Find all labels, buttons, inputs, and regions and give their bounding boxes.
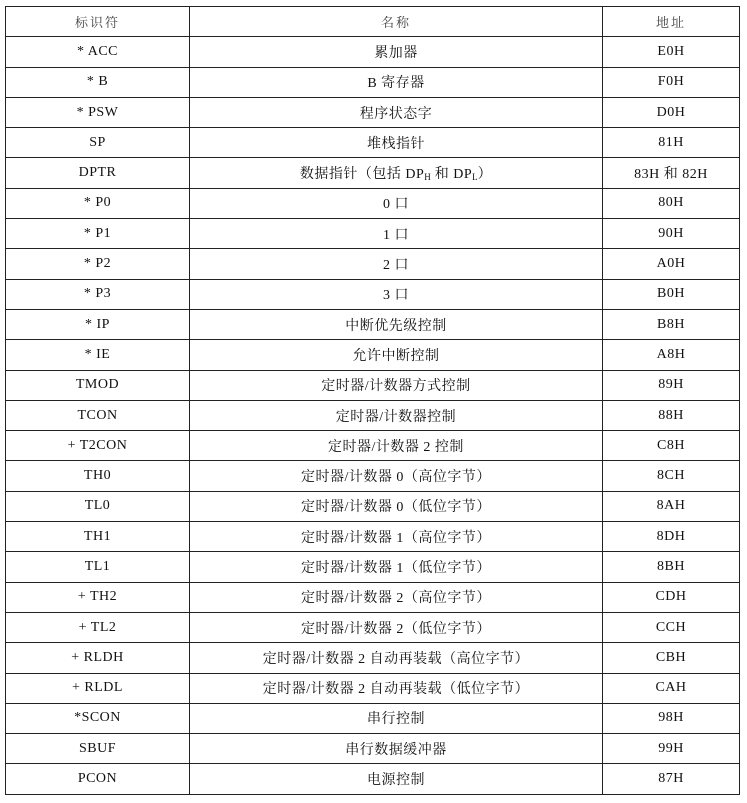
cell-symbol: * IE — [6, 340, 190, 370]
cell-symbol: TL0 — [6, 491, 190, 521]
table-row — [6, 431, 740, 461]
table-row — [6, 219, 740, 249]
cell-name: 中断优先级控制 — [190, 309, 603, 339]
cell-symbol: SBUF — [6, 734, 190, 764]
table-row — [6, 340, 740, 370]
cell-symbol: + TL2 — [6, 612, 190, 642]
cell-address: 89H — [603, 370, 740, 400]
table-row — [6, 643, 740, 673]
sfr-table — [5, 6, 740, 795]
cell-symbol: * P1 — [6, 219, 190, 249]
table-row — [6, 612, 740, 642]
cell-name — [190, 158, 603, 188]
cell-symbol: TL1 — [6, 552, 190, 582]
table-row — [6, 128, 740, 158]
cell-symbol: *SCON — [6, 703, 190, 733]
cell-address: 87H — [603, 764, 740, 794]
table-row — [6, 734, 740, 764]
cell-address: F0H — [603, 67, 740, 97]
table-row — [6, 673, 740, 703]
table-row — [6, 764, 740, 794]
cell-symbol: TCON — [6, 400, 190, 430]
cell-symbol: PCON — [6, 764, 190, 794]
cell-symbol: * IP — [6, 309, 190, 339]
table-row — [6, 400, 740, 430]
cell-symbol: * P3 — [6, 279, 190, 309]
table-body — [6, 37, 740, 794]
name-text: 数据指针（包括 DP — [299, 167, 425, 183]
cell-address: 8DH — [603, 522, 740, 552]
cell-address: 99H — [603, 734, 740, 764]
cell-symbol: * P0 — [6, 188, 190, 218]
table-row — [6, 522, 740, 552]
cell-name: 电源控制 — [190, 764, 603, 794]
table-row — [6, 461, 740, 491]
cell-address: B0H — [603, 279, 740, 309]
cell-address: 8BH — [603, 552, 740, 582]
cell-address: 88H — [603, 400, 740, 430]
table-row — [6, 67, 740, 97]
cell-name: 3 口 — [190, 279, 603, 309]
cell-symbol: SP — [6, 128, 190, 158]
cell-address: 8AH — [603, 491, 740, 521]
cell-name: 定时器/计数器 2（高位字节） — [190, 582, 603, 612]
cell-symbol: + TH2 — [6, 582, 190, 612]
cell-name: 定时器/计数器 2（低位字节） — [190, 612, 603, 642]
cell-address: 98H — [603, 703, 740, 733]
table-row — [6, 37, 740, 67]
cell-symbol: * PSW — [6, 97, 190, 127]
cell-symbol: + T2CON — [6, 431, 190, 461]
table-row — [6, 491, 740, 521]
cell-name: 定时器/计数器 2 自动再装载（高位字节） — [190, 643, 603, 673]
cell-name: 定时器/计数器 2 自动再装载（低位字节） — [190, 673, 603, 703]
cell-address: CDH — [603, 582, 740, 612]
cell-symbol: DPTR — [6, 158, 190, 188]
cell-name: 定时器/计数器 0（高位字节） — [190, 461, 603, 491]
cell-address: D0H — [603, 97, 740, 127]
cell-name: 累加器 — [190, 37, 603, 67]
cell-address: CAH — [603, 673, 740, 703]
cell-name: B 寄存器 — [190, 67, 603, 97]
cell-address: C8H — [603, 431, 740, 461]
table-row — [6, 703, 740, 733]
cell-name: 定时器/计数器 1（高位字节） — [190, 522, 603, 552]
cell-symbol: TMOD — [6, 370, 190, 400]
cell-name: 定时器/计数器方式控制 — [190, 370, 603, 400]
cell-symbol: TH1 — [6, 522, 190, 552]
cell-address: 8CH — [603, 461, 740, 491]
cell-name: 串行数据缓冲器 — [190, 734, 603, 764]
cell-address: A0H — [603, 249, 740, 279]
cell-address: 80H — [603, 188, 740, 218]
cell-name: 允许中断控制 — [190, 340, 603, 370]
cell-name: 定时器/计数器 2 控制 — [190, 431, 603, 461]
cell-address: E0H — [603, 37, 740, 67]
name-subscript: L — [472, 172, 478, 183]
cell-name: 定时器/计数器控制 — [190, 400, 603, 430]
cell-address: A8H — [603, 340, 740, 370]
cell-address: 81H — [603, 128, 740, 158]
header-name: 名称 — [190, 7, 603, 37]
table-row — [6, 188, 740, 218]
table-row — [6, 249, 740, 279]
table-row — [6, 309, 740, 339]
cell-address: 83H 和 82H — [603, 158, 740, 188]
cell-symbol: + RLDH — [6, 643, 190, 673]
cell-symbol: TH0 — [6, 461, 190, 491]
table-row — [6, 552, 740, 582]
cell-address: CBH — [603, 643, 740, 673]
table-row — [6, 97, 740, 127]
cell-address: 90H — [603, 219, 740, 249]
header-symbol: 标识符 — [6, 7, 190, 37]
cell-symbol: + RLDL — [6, 673, 190, 703]
cell-name: 2 口 — [190, 249, 603, 279]
cell-symbol: * B — [6, 67, 190, 97]
table-row — [6, 582, 740, 612]
name-text: ） — [477, 167, 493, 183]
cell-name: 定时器/计数器 0（低位字节） — [190, 491, 603, 521]
cell-name: 串行控制 — [190, 703, 603, 733]
name-subscript: H — [424, 172, 431, 183]
cell-name: 定时器/计数器 1（低位字节） — [190, 552, 603, 582]
table-header — [6, 7, 740, 37]
cell-address: CCH — [603, 612, 740, 642]
cell-name: 0 口 — [190, 188, 603, 218]
header-row — [6, 7, 740, 37]
cell-name: 堆栈指针 — [190, 128, 603, 158]
table-row — [6, 279, 740, 309]
cell-name: 1 口 — [190, 219, 603, 249]
cell-name: 程序状态字 — [190, 97, 603, 127]
cell-symbol: * P2 — [6, 249, 190, 279]
header-address: 地址 — [603, 7, 740, 37]
cell-address: B8H — [603, 309, 740, 339]
name-text: 和 DP — [430, 167, 473, 183]
cell-symbol: * ACC — [6, 37, 190, 67]
table-row — [6, 370, 740, 400]
table-row — [6, 158, 740, 188]
